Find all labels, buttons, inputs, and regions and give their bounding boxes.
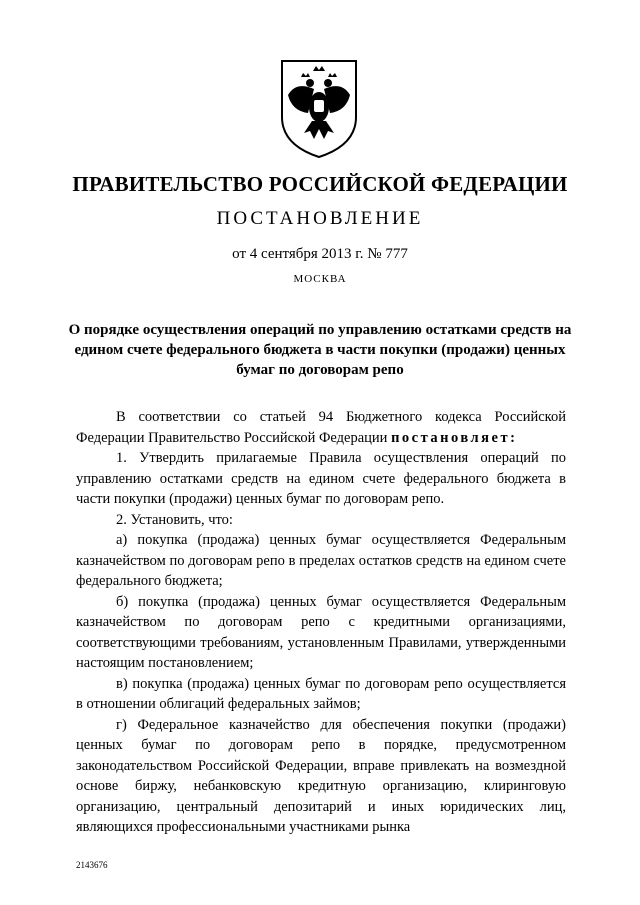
preamble-verb: постановляет: [391, 429, 518, 446]
document-code: 2143676 [76, 860, 108, 870]
paragraph-2: 2. Установить, что: [116, 511, 233, 528]
paragraph-2v: в) покупка (продажа) ценных бумаг по договорам репо осуществляется в отношении облигаций федеральных займов; [76, 675, 566, 712]
preamble-paragraph [76, 407, 566, 448]
government-title: ПРАВИТЕЛЬСТВО РОССИЙСКОЙ ФЕДЕРАЦИИ [72, 172, 568, 196]
document-title: О порядке осуществления операций по управлению остатками средств на едином счете федерального бюджета в части покупки (продажи) ценных бумаг по договорам репо [68, 322, 572, 378]
paragraph-2b: б) покупка (продажа) ценных бумаг осуществляется Федеральным казначейством по договорам репо с кредитными организациями, соответствующими требованиям, установленным Правилами, утвержденными настоящим постановлением; [76, 593, 566, 671]
document-body [76, 407, 566, 838]
document-city: МОСКВА [293, 273, 347, 285]
paragraph-2g: г) Федеральное казначейство для обеспечения покупки (продажи) ценных бумаг по договорам репо в порядке, предусмотренном законодательством Российской Федерации, вправе привлекать на возмездной основе биржу, небанковскую кредитную организацию, клиринговую организацию, центральный депозитарий и иных юридических лиц, являющихся профессиональными участниками рынка [76, 716, 566, 835]
document-type: ПОСТАНОВЛЕНИЕ [216, 208, 424, 229]
document-date-number: от 4 сентября 2013 г. № 777 [232, 246, 408, 262]
paragraph-1: 1. Утвердить прилагаемые Правила осуществления операций по управлению остатками средств на едином счете федерального бюджета в части покупки (продажи) ценных бумаг по договорам репо. [76, 450, 566, 507]
preamble-text: В соответствии со статьей 94 Бюджетного кодекса Российской Федерации Правительство Российской Федерации [76, 409, 566, 446]
paragraph-2a: а) покупка (продажа) ценных бумаг осуществляется Федеральным казначейством по договорам репо в пределах остатков средств на едином счете федерального бюджета; [76, 532, 566, 589]
russian-coat-of-arms-icon [274, 55, 364, 160]
